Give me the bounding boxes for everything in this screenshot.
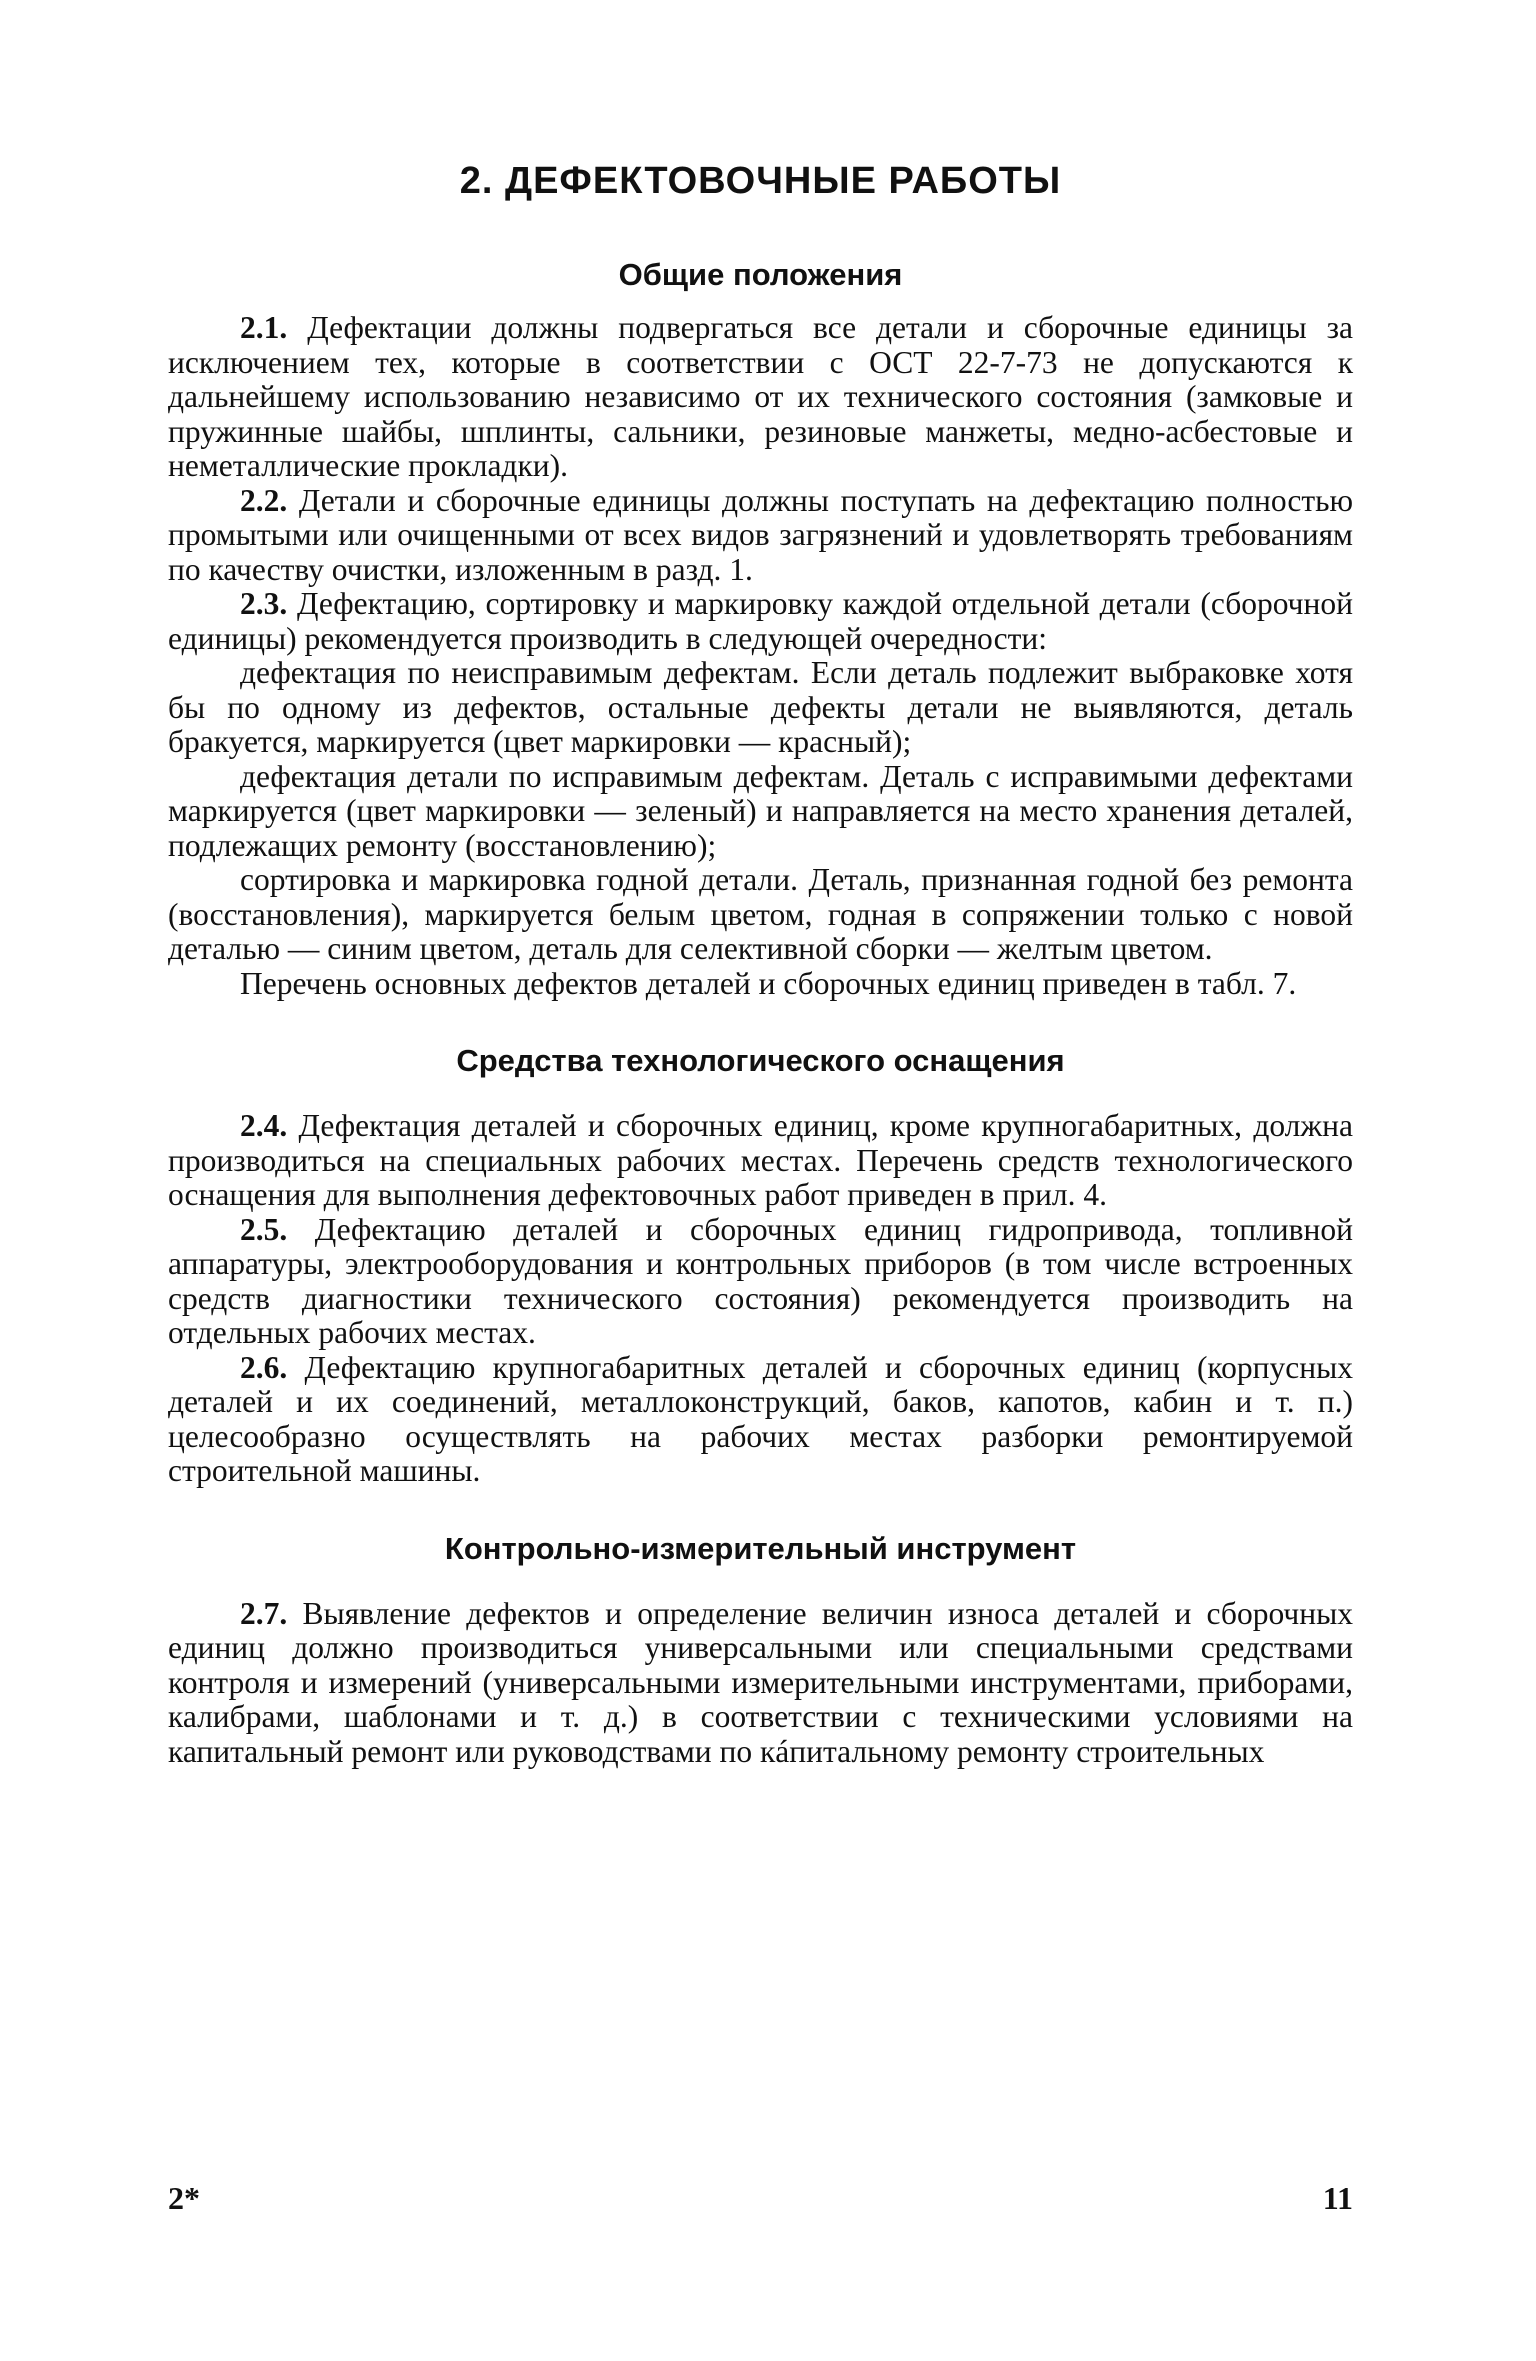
paragraph-number: 2.2. <box>240 482 288 518</box>
page-content <box>168 150 1353 1769</box>
paragraph-number: 2.3. <box>240 586 288 621</box>
paragraph-text: Дефектацию, сортировку и маркировку каждой отдельной детали (сборочной единицы) рекомендуется производить в следующей очередности: <box>168 586 1353 656</box>
paragraph-2-7 <box>168 1597 1353 1770</box>
paragraph-text: дефектация по неисправимым дефектам. Если деталь подлежит выбраковке хотя бы по одному из дефектов, остальные дефекты детали не выявляются, деталь бракуется, маркируется (цвет маркировки — красный); <box>168 655 1353 759</box>
paragraph-text: Детали и сборочные единицы должны поступать на дефектацию полностью промытыми или очищенными от всех видов загрязнений и удовлетворять требованиям по качеству очистки, изложенным в разд. 1. <box>168 482 1353 587</box>
paragraph-text: Дефектация деталей и сборочных единиц, кроме крупногабаритных, должна производиться на специальных рабочих местах. Перечень средств технологического оснащения для выполнения дефектовочных работ приведен в прил. 4. <box>168 1108 1353 1212</box>
page-number: 11 <box>1322 2180 1353 2216</box>
paragraph-text: Перечень основных дефектов деталей и сборочных единиц приведен в табл. 7. <box>240 965 1297 1001</box>
paragraph-2-5 <box>168 1213 1353 1351</box>
paragraph-number: 2.6. <box>240 1349 288 1385</box>
paragraph-number: 2.5. <box>240 1211 288 1247</box>
section-heading: Контрольно-измерительный инструмент <box>444 1530 1077 1566</box>
paragraph-text: Выявление дефектов и определение величин износа деталей и сборочных единиц должно производиться универсальными или специальными средствами контроля и измерений (универсальными измерительными инструментами, приборами, калибрами, шаблонами и т. д.) в соответствии с техническими условиями на капитальный ремонт или руководствами по кáпитальному ремонту строительных <box>168 1595 1353 1769</box>
paragraph-defect-list-ref <box>168 967 1353 1002</box>
section-heading: Общие положения <box>618 257 903 292</box>
paragraph-2-4 <box>168 1109 1353 1213</box>
paragraph-text: сортировка и маркировка годной детали. Деталь, признанная годной без ремонта (восстановления), маркируется белым цветом, годная в сопряжении только с новой деталью — синим цветом, деталь для селективной сборки — желтым цветом. <box>168 862 1353 966</box>
section-heading: Средства технологического оснащения <box>456 1043 1065 1078</box>
list-item-repairable <box>168 760 1353 864</box>
paragraph-text: Дефектацию деталей и сборочных единиц гидропривода, топливной аппаратуры, электрооборудования и контрольных приборов (в том числе встроенных средств диагностики технического состояния) рекомендуется производить на отдельных рабочих местах. <box>168 1211 1353 1350</box>
signature-mark: 2* <box>168 2180 200 2216</box>
paragraph-number: 2.1. <box>240 310 288 345</box>
paragraph-text: Дефектацию крупногабаритных деталей и сборочных единиц (корпусных деталей и их соединений, металлоконструкций, баков, капотов, кабин и т. п.) целесообразно осуществлять на рабочих местах разборки ремонтируемой строительной машины. <box>168 1349 1353 1488</box>
paragraph-2-1 <box>168 311 1353 484</box>
paragraph-number: 2.7. <box>240 1595 288 1631</box>
paragraph-2-2 <box>168 484 1353 588</box>
chapter-title: 2. ДЕФЕКТОВОЧНЫЕ РАБОТЫ <box>459 160 1062 202</box>
section-measuring-tools <box>168 1531 1353 1770</box>
paragraph-2-3 <box>168 587 1353 656</box>
paragraph-text: дефектация детали по исправимым дефектам. Деталь с исправимыми дефектами маркируется (цвет маркировки — зеленый) и направляется на место хранения деталей, подлежащих ремонту (восстановлению); <box>168 758 1353 863</box>
section-general-provisions <box>168 257 1353 1001</box>
list-item-sorting <box>168 863 1353 967</box>
paragraph-2-6 <box>168 1351 1353 1489</box>
paragraph-text: Дефектации должны подвергаться все детали и сборочные единицы за исключением тех, которые в соответствии с ОСТ 22-7-73 не допускаются к дальнейшему использованию независимо от их технического состояния (замковые и пружинные шайбы, шплинты, сальники, резиновые манжеты, медно-асбестовые и неметаллические прокладки). <box>168 310 1353 483</box>
page-footer <box>168 2180 1353 2220</box>
list-item-unrepairable <box>168 656 1353 760</box>
section-tech-equipment <box>168 1043 1353 1489</box>
paragraph-number: 2.4. <box>240 1108 288 1143</box>
